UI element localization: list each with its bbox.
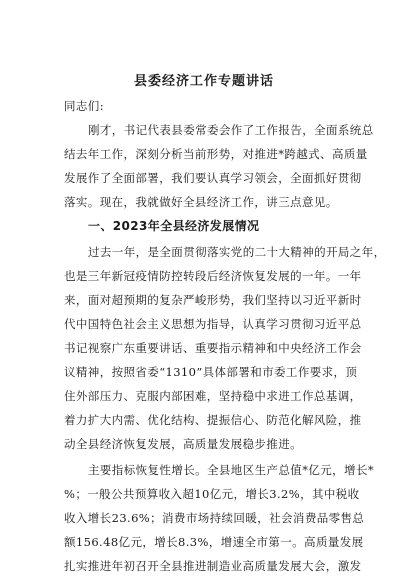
paragraph-line: 来，面对超预期的复杂严峻形势，我们坚持以习近平新时 — [64, 293, 362, 307]
paragraph-line: 书记视察广东重要讲话、重要指示精神和中央经济工作会 — [64, 341, 362, 355]
paragraph-line: 着力扩大内需、优化结构、提振信心、防范化解风险，推 — [64, 413, 362, 427]
paragraph-line: %；一般公共预算收入超10亿元，增长3.2%，其中税收 — [64, 487, 360, 501]
paragraph-line: 主要指标恢复性增长。全县地区生产总值*亿元，增长* — [88, 463, 374, 477]
intro-line: 落实。现在，我就做好全县经济工作，讲三点意见。 — [64, 195, 338, 209]
paragraph-line: 过去一年，是全面贯彻落实党的二十大精神的开局之年， — [88, 245, 386, 259]
paragraph-line: 也是三年新冠疫情防控转段后经济恢复发展的一年。一年 — [64, 269, 362, 283]
intro-line: 刚才，书记代表县委常委会作了工作报告，全面系统总 — [88, 123, 374, 137]
greeting: 同志们: — [64, 99, 104, 113]
paragraph-line: 额156.48亿元，增长8.3%，增速全市第一。高质量发展 — [64, 535, 364, 549]
paragraph-line: 议精神，按照省委“1310”具体部署和市委工作要求，顶 — [64, 365, 358, 379]
document-title: 县委经济工作专题讲话 — [133, 74, 274, 89]
paragraph-line: 扎实推进年初召开全县推进制造业高质量发展大会，激发 — [64, 559, 362, 573]
paragraph-line: 住外部压力、克服内部困难，坚持稳中求进工作总基调， — [64, 389, 362, 403]
paragraph-line: 收入增长23.6%；消费市场持续回暖，社会消费品零售总 — [64, 511, 365, 525]
section-heading: 一、2023年全县经济发展情况 — [88, 219, 260, 233]
intro-line: 发展作了全面部署，我们要认真学习领会，全面抓好贯彻 — [64, 171, 362, 185]
paragraph-line: 动全县经济恢复发展，高质量发展稳步推进。 — [64, 437, 302, 451]
intro-line: 结去年工作，深刻分析当前形势，对推进*跨越式、高质量 — [64, 147, 368, 161]
paragraph-line: 代中国特色社会主义思想为指导，认真学习贯彻习近平总 — [64, 317, 362, 331]
